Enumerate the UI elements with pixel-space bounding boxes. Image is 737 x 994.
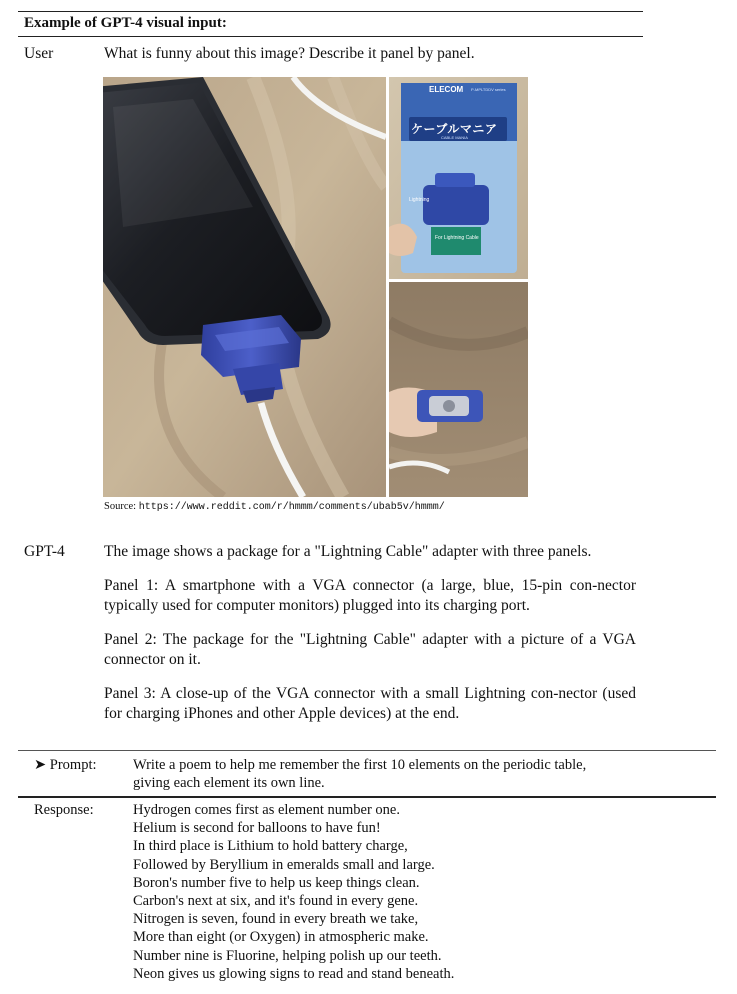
prompt-line: Write a poem to help me remember the first 10 elements on the periodic table, <box>133 757 587 773</box>
source-url: https://www.reddit.com/r/hmmm/comments/ubab5v/hmmm/ <box>138 502 445 513</box>
panel-3-closeup-photo <box>389 282 528 497</box>
poem-line: More than eight (or Oxygen) in atmospheric make. <box>133 929 429 946</box>
poem-line: Carbon's next at six, and it's found in every gene. <box>133 893 419 910</box>
closeup-illustration <box>389 282 528 497</box>
image-source <box>104 501 445 513</box>
package-tag: Lightning <box>409 197 430 203</box>
poem-line: Boron's number five to help us keep things clean. <box>133 874 420 891</box>
phone-with-vga-illustration <box>103 77 386 497</box>
panel-2-package-photo <box>389 77 528 279</box>
package-illustration <box>389 77 528 279</box>
prompt-top-rule <box>18 750 716 751</box>
package-brand: ELECOM <box>429 85 464 94</box>
prompt-label-group <box>34 756 97 774</box>
response-label: Response: <box>34 802 94 818</box>
source-label: Source: <box>104 501 137 512</box>
poem-line: Neon gives us glowing signs to read and stand beneath. <box>133 965 455 982</box>
poem-line: Followed by Beryllium in emeralds small and large. <box>133 856 435 873</box>
panel-1-phone-photo <box>103 77 386 497</box>
arrow-icon: ➤ <box>34 757 47 773</box>
package-label: For Lightning Cable <box>435 235 479 241</box>
prompt-label: Prompt: <box>49 757 97 773</box>
top-rule <box>18 11 643 12</box>
panel-3-description: Panel 3: A close-up of the VGA connector with a small Lightning con-nector (used for charging iPhones and other Apple devices) at the end. <box>104 685 636 722</box>
poem-line: Helium is second for balloons to have fun! <box>133 820 381 837</box>
package-series: P-MPLTDDV series <box>471 87 506 92</box>
prompt-bottom-rule <box>18 796 716 798</box>
panel-2-description: Panel 2: The package for the "Lightning Cable" adapter with a picture of a VGA connector on it. <box>104 631 636 668</box>
title-rule <box>18 36 643 37</box>
assistant-intro: The image shows a package for a "Lightning Cable" adapter with three panels. <box>104 543 592 560</box>
assistant-role-label: GPT-4 <box>24 543 65 560</box>
package-en-subtitle: CABLE MANIA <box>441 135 468 140</box>
poem-line: Hydrogen comes first as element number one. <box>133 802 400 818</box>
poem-line: Nitrogen is seven, found in every breath we take, <box>133 911 419 928</box>
panel-1-description: Panel 1: A smartphone with a VGA connector (a large, blue, 15-pin con-nector typically used for computer monitors) plugged into its charging port. <box>104 577 636 614</box>
prompt-response-example <box>0 730 737 994</box>
prompt-text <box>133 756 713 792</box>
package-jp-title: ケーブルマニア <box>411 122 498 136</box>
response-poem <box>133 801 713 983</box>
user-question: What is funny about this image? Describe it panel by panel. <box>104 45 475 62</box>
poem-line: In third place is Lithium to hold battery charge, <box>133 838 408 855</box>
meme-image <box>103 77 528 497</box>
example-title: Example of GPT-4 visual input: <box>24 15 227 31</box>
poem-line: Number nine is Fluorine, helping polish up our teeth. <box>133 947 442 964</box>
prompt-line: giving each element its own line. <box>133 775 325 792</box>
user-role-label: User <box>24 45 54 62</box>
